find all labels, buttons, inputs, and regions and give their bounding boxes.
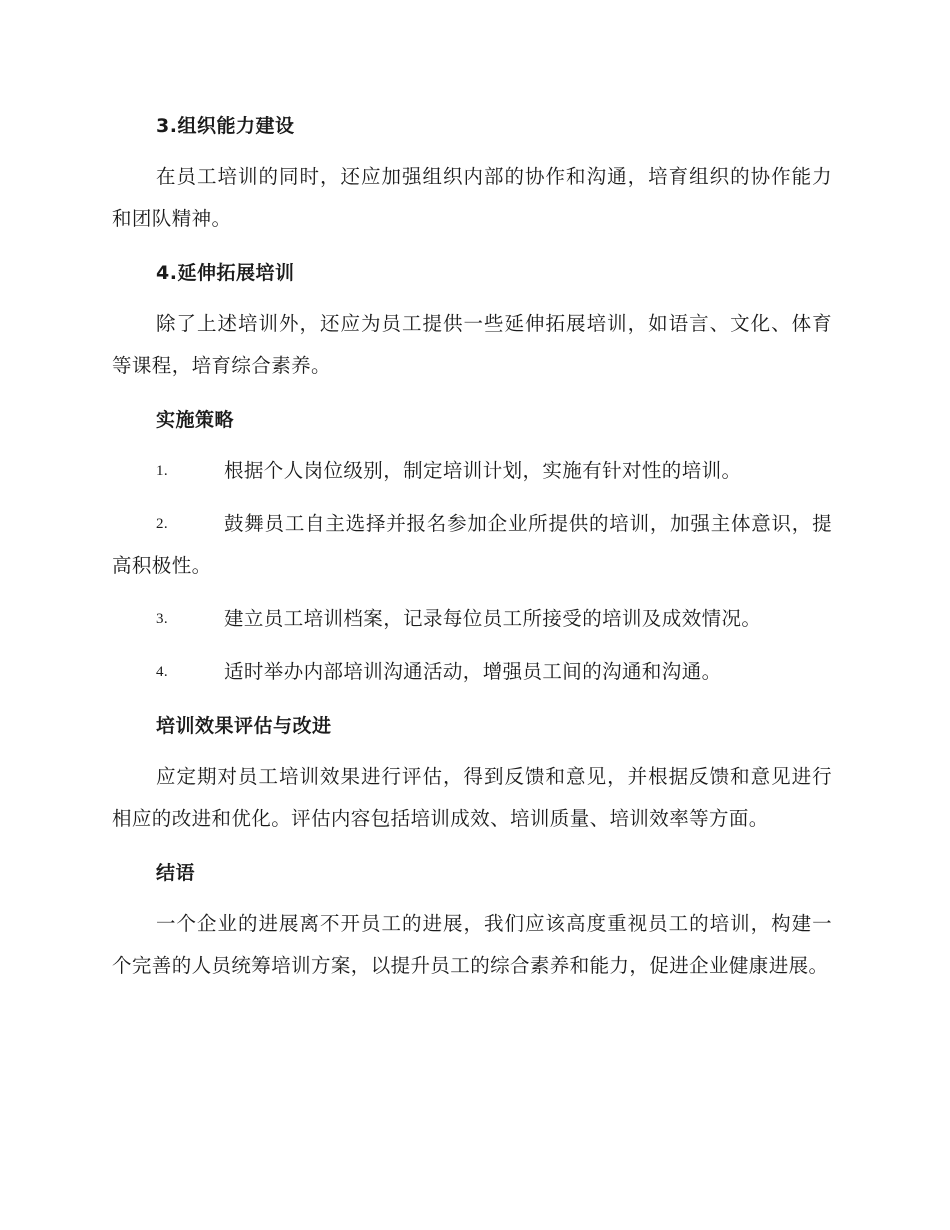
list-item-number: 3.	[156, 611, 169, 627]
strategy-list-item	[112, 450, 832, 492]
section-heading-evaluation: 培训效果评估与改进	[156, 715, 332, 737]
list-item-text: 适时举办内部培训沟通活动，增强员工间的沟通和沟通。	[224, 660, 722, 683]
strategy-list-item	[112, 503, 832, 587]
list-item-number: 2.	[156, 516, 169, 532]
strategy-list-item	[112, 651, 832, 693]
strategy-list-item	[112, 598, 832, 640]
list-item-text: 建立员工培训档案，记录每位员工所接受的培训及成效情况。	[224, 607, 762, 630]
paragraph-organization-capability: 在员工培训的同时，还应加强组织内部的协作和沟通，培育组织的协作能力和团队精神。	[112, 165, 832, 230]
section-heading-conclusion: 结语	[156, 862, 196, 884]
paragraph-evaluation: 应定期对员工培训效果进行评估，得到反馈和意见，并根据反馈和意见进行相应的改进和优化。评估内容包括培训成效、培训质量、培训效率等方面。	[112, 765, 832, 830]
list-item-number: 4.	[156, 664, 169, 680]
section-heading-organization-capability: 3.组织能力建设	[156, 115, 295, 137]
document-page	[112, 104, 832, 998]
paragraph-conclusion: 一个企业的进展离不开员工的进展，我们应该高度重视员工的培训，构建一个完善的人员统筹培训方案，以提升员工的综合素养和能力，促进企业健康进展。	[112, 912, 832, 977]
list-item-number: 1.	[156, 463, 169, 479]
paragraph-extended-training: 除了上述培训外，还应为员工提供一些延伸拓展培训，如语言、文化、体育等课程，培育综合素养。	[112, 312, 832, 377]
section-heading-extended-training: 4.延伸拓展培训	[156, 262, 295, 284]
list-item-text: 鼓舞员工自主选择并报名参加企业所提供的培训，加强主体意识，提高积极性。	[112, 512, 832, 577]
list-item-text: 根据个人岗位级别，制定培训计划，实施有针对性的培训。	[224, 459, 742, 482]
section-heading-implementation-strategy: 实施策略	[156, 409, 235, 431]
